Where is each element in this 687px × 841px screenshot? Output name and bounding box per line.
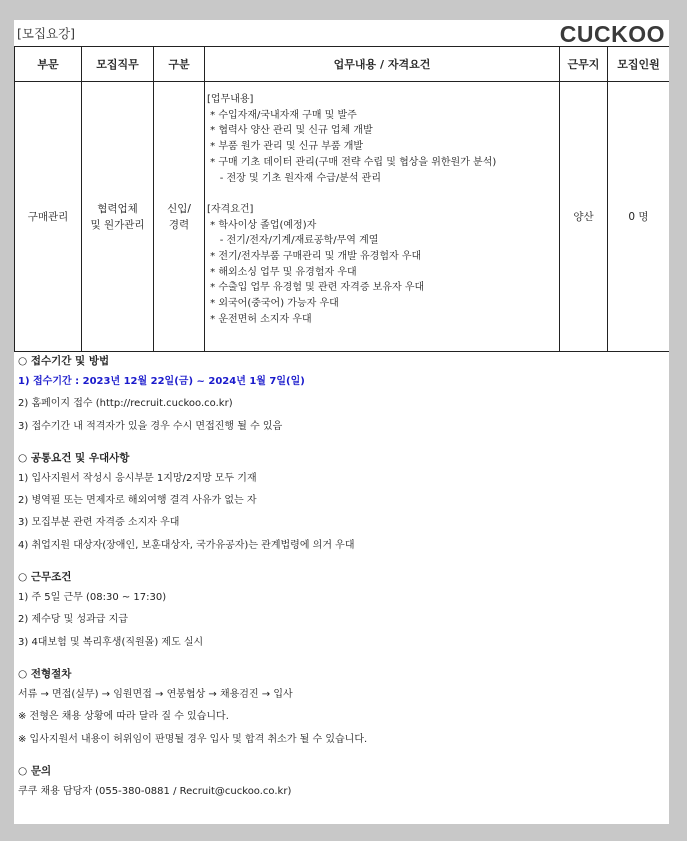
duty-line: - 전기/전자/기계/재료공학/무역 계열 (207, 235, 379, 247)
type-line: 신입/ (167, 202, 191, 215)
job-table (14, 46, 669, 352)
cell-department: 구매관리 (15, 82, 82, 352)
type-line: 경력 (168, 218, 190, 231)
section-line: 1) 입사지원서 작성시 응시부문 1지망/2지망 모두 기재 (18, 472, 257, 484)
section-line: 1) 접수기간 : 2023년 12월 22일(금) ~ 2024년 1월 7일(일) (18, 376, 305, 387)
cell-duties (205, 82, 560, 352)
cell-type (154, 82, 205, 352)
table-header-row (15, 47, 670, 82)
section-line: 2) 제수당 및 성과급 지급 (18, 614, 128, 626)
section-line: 2) 홈페이지 접수 (http://recruit.cuckoo.co.kr) (18, 398, 233, 410)
duty-line: * 구매 기초 데이터 관리(구매 전략 수립 및 협상을 위한원가 분석) (207, 156, 497, 168)
header-bar (14, 20, 669, 47)
cell-location: 양산 (560, 82, 608, 352)
duty-line: * 외국어(중국어) 가능자 우대 (207, 298, 339, 310)
table-row (15, 82, 670, 352)
header-type: 구분 (154, 47, 205, 82)
duty-line: * 학사이상 졸업(예정)자 (207, 219, 317, 231)
duty-line: * 전기/전자부품 구매관리 및 개발 유경험자 우대 (207, 251, 422, 263)
section-line: 3) 접수기간 내 적격자가 있을 경우 수시 면접진행 될 수 있음 (18, 420, 283, 432)
duty-line: * 수입자재/국내자재 구매 및 발주 (207, 109, 357, 121)
duty-line: * 협력사 양산 관리 및 신규 업체 개발 (207, 125, 373, 137)
header-headcount: 모집인원 (608, 47, 670, 82)
section-title: ○ 문의 (18, 764, 52, 777)
section-line: 쿠쿠 채용 담당자 (055-380-0881 / Recruit@cuckoo.co.kr) (18, 785, 292, 797)
section-line: ※ 입사지원서 내용이 허위임이 판명될 경우 입사 및 합격 취소가 될 수 있습니다. (18, 733, 368, 745)
section-line: 3) 4대보험 및 복리후생(직원몰) 제도 실시 (18, 636, 204, 648)
section-title: ○ 접수기간 및 방법 (18, 355, 110, 367)
cuckoo-logo: CUCKOO (559, 21, 665, 47)
section-line: 3) 모집부분 관련 자격증 소지자 우대 (18, 517, 180, 529)
section-title: ○ 공통요건 및 우대사항 (18, 451, 130, 464)
header-department: 부문 (15, 47, 82, 82)
section-line: ※ 전형은 채용 상황에 따라 달라 질 수 있습니다. (18, 711, 229, 723)
duty-line: [자격요건] (207, 203, 254, 215)
duty-line: * 해외소싱 업무 및 유경험자 우대 (207, 266, 357, 278)
duty-line (207, 186, 559, 202)
job-line: 협력업체 (97, 202, 138, 215)
duty-line: * 수출입 업무 유경험 및 관련 자격증 보유자 우대 (207, 282, 425, 294)
header-job: 모집직무 (82, 47, 154, 82)
section-line: 서류 → 면접(실무) → 임원면접 → 연봉협상 → 채용검진 → 입사 (18, 688, 293, 700)
cell-job (82, 82, 154, 352)
recruit-notice (14, 20, 669, 824)
header-duties: 업무내용 / 자격요건 (205, 47, 560, 82)
notice-title: [모집요강] (17, 26, 76, 41)
duty-line: * 부품 원가 관리 및 신규 부품 개발 (207, 141, 364, 153)
duty-line: - 전장 및 기초 원자재 수급/분석 관리 (207, 172, 382, 184)
section-line: 1) 주 5일 근무 (08:30 ~ 17:30) (18, 592, 167, 604)
cell-headcount: 0 명 (608, 82, 670, 352)
section-line: 2) 병역필 또는 면제자로 해외여행 결격 사유가 없는 자 (18, 495, 257, 507)
info-sections (18, 351, 666, 803)
header-location: 근무지 (560, 47, 608, 82)
duty-line: [업무내용] (207, 94, 254, 105)
job-line: 및 원가관리 (90, 218, 145, 231)
duty-line: * 운전면허 소지자 우대 (207, 313, 312, 325)
section-line: 4) 취업지원 대상자(장애인, 보훈대상자, 국가유공자)는 관계법령에 의거 우대 (18, 539, 355, 551)
section-title: ○ 전형절차 (18, 667, 72, 680)
section-title: ○ 근무조건 (18, 571, 72, 584)
